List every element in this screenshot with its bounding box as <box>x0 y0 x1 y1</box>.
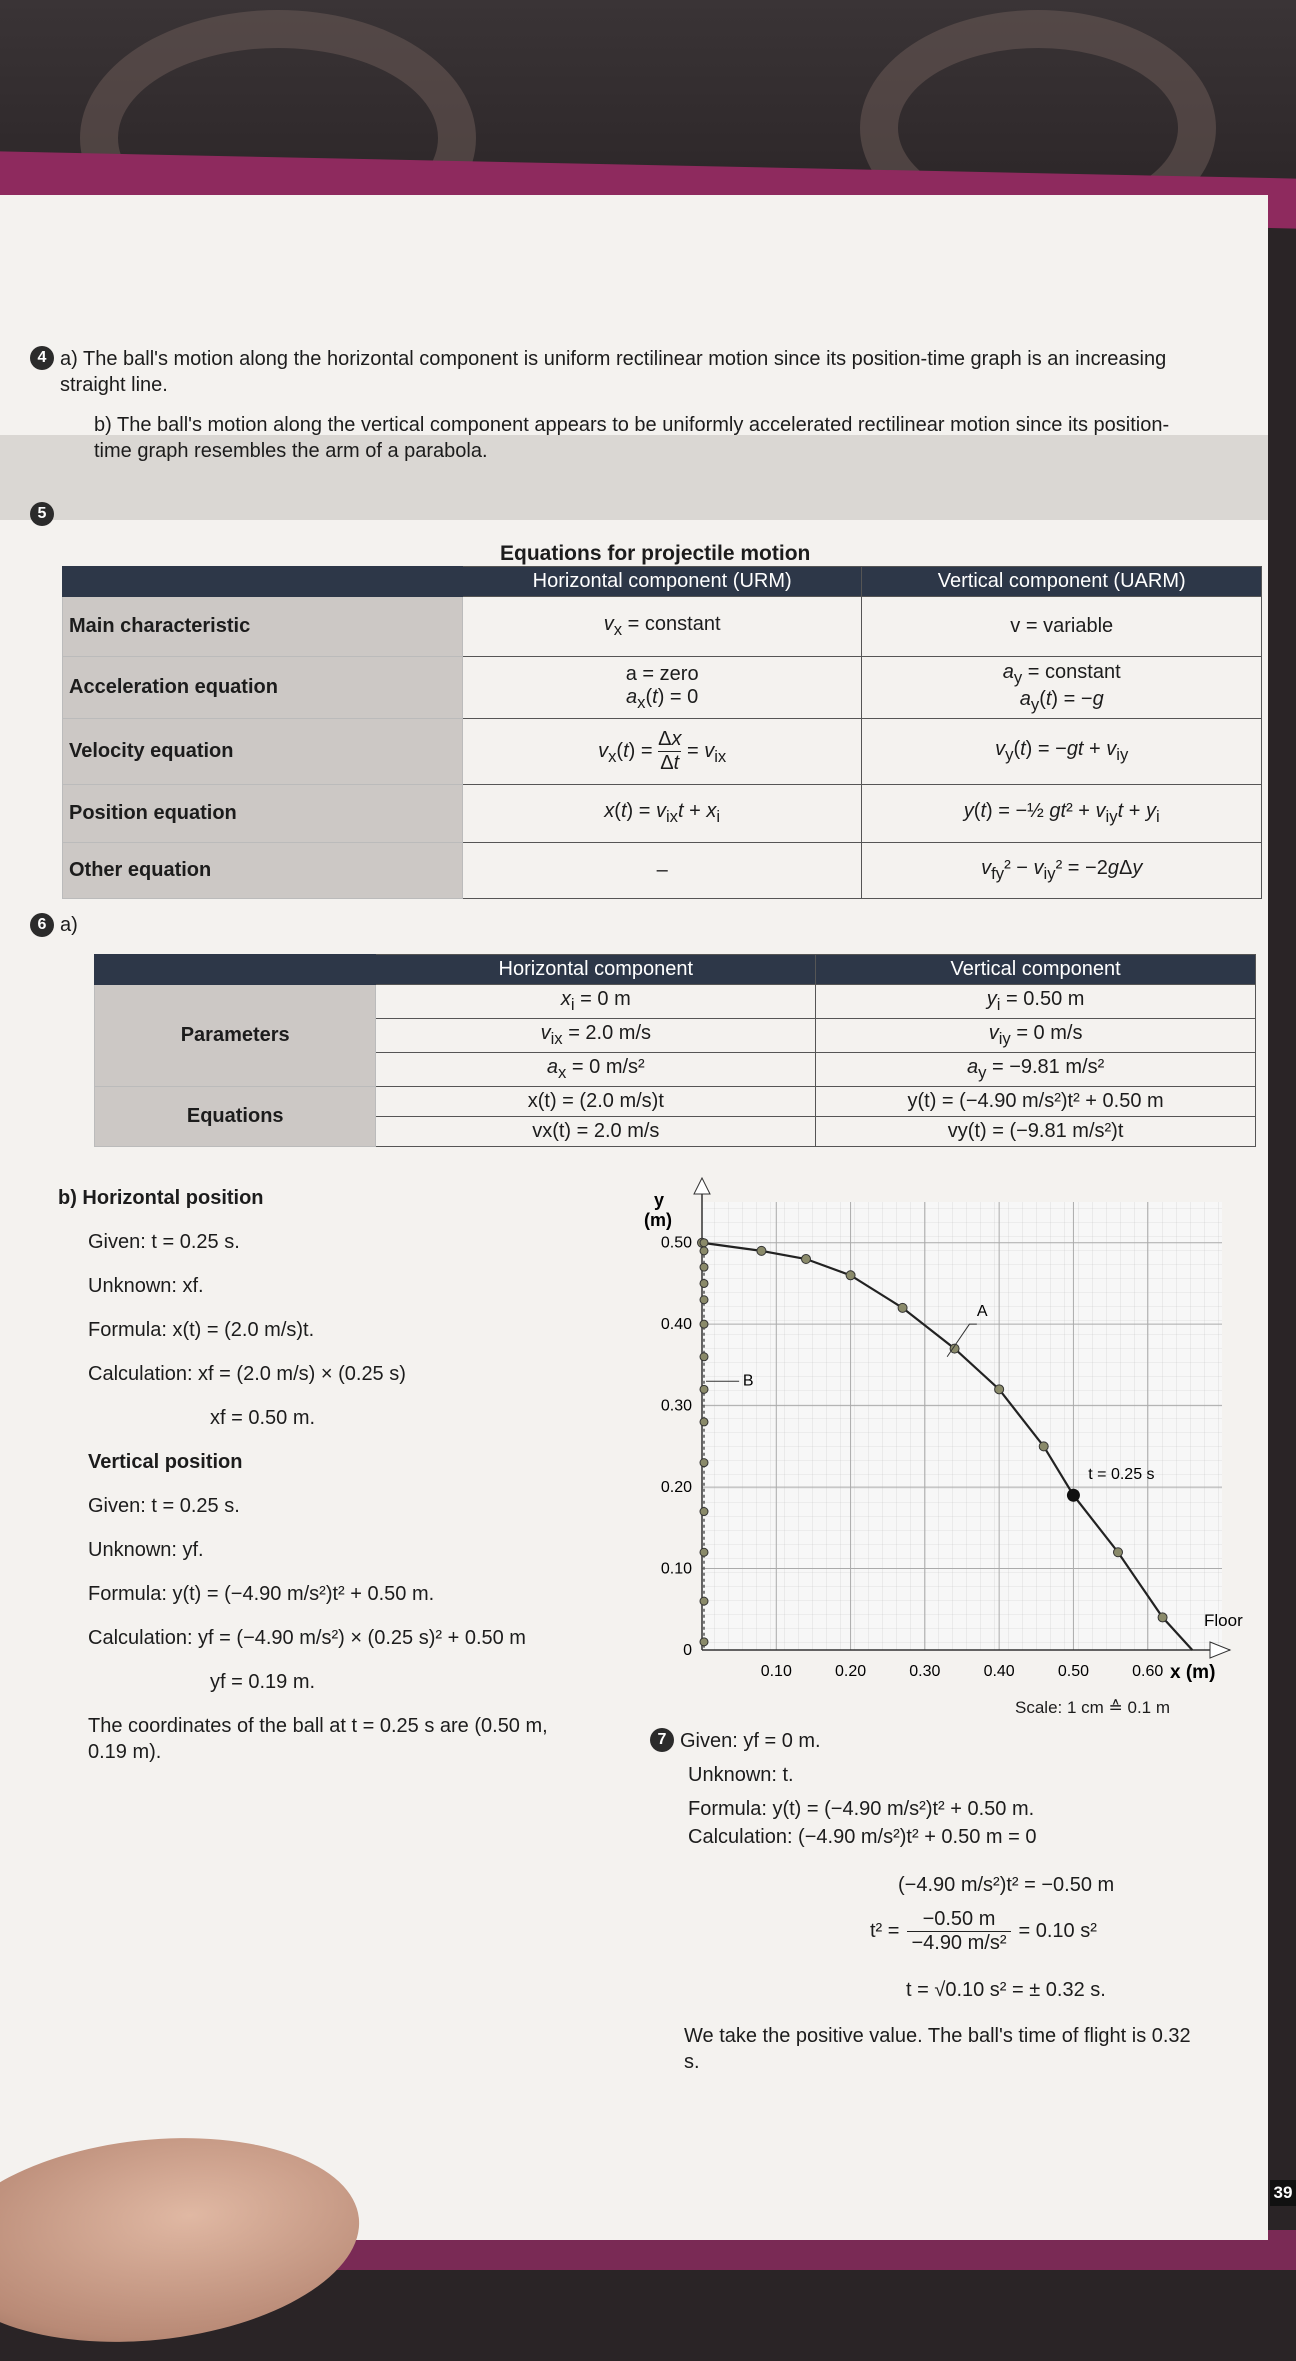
trajectory-a-point <box>802 1255 811 1264</box>
q6-label <box>30 912 78 938</box>
cell-h-accel-line1: a = zero <box>625 662 699 685</box>
q7-t2-left: t² = <box>870 1920 900 1942</box>
row-other: Other equation <box>63 843 463 899</box>
col-horizontal-urm: Horizontal component (URM) <box>462 567 862 597</box>
x-tick-label: 0.50 <box>1057 1663 1089 1680</box>
y-axis-letter: y <box>654 1190 665 1210</box>
trajectory-a-point <box>1114 1548 1123 1557</box>
question-number-5: 5 <box>30 502 54 526</box>
trajectory-b-point <box>700 1638 708 1646</box>
x-tick-label: 0.10 <box>760 1663 792 1680</box>
trajectory-b-point <box>700 1320 708 1328</box>
floor-label: Floor <box>1204 1611 1243 1630</box>
cell-v-accel: $a_y$ = constant $a_y(t) = -g$ <box>862 657 1262 719</box>
col-horizontal: Horizontal component <box>376 955 816 985</box>
question-number-4: 4 <box>30 346 54 370</box>
cell-h-vel: $v_x(t)$ = $\frac{\Delta x}{\Delta t}$ = $v_{ix}$ <box>462 719 862 785</box>
q7-denominator: −4.90 m/s² <box>911 1932 1007 1954</box>
q7-t2-right: = 0.10 s² <box>1018 1920 1097 1942</box>
trajectory-b-point <box>700 1263 708 1271</box>
q6b-result: xf = 0.50 m. <box>210 1407 316 1429</box>
v-param-viy: $v_{iy} = 0$ m/s <box>816 1019 1256 1053</box>
row-acceleration: Acceleration equation <box>63 657 463 719</box>
x-tick-label: 0.20 <box>835 1663 867 1680</box>
q7-numerator: −0.50 m <box>907 1908 1010 1932</box>
y-tick-label: 0.30 <box>660 1397 692 1415</box>
x-tick-label: 0.30 <box>909 1663 941 1680</box>
question-number-7: 7 <box>650 1728 674 1752</box>
highlight-label: t = 0.25 s <box>1088 1465 1155 1483</box>
trajectory-b-point <box>700 1247 708 1255</box>
q6b-v-unknown: Unknown: yf. <box>88 1539 204 1561</box>
trajectory-b-point <box>700 1548 708 1556</box>
trajectory-b-point <box>700 1597 708 1605</box>
q7-unknown: Unknown: t. <box>688 1764 794 1786</box>
row-position: Position equation <box>63 785 463 843</box>
graph-scale: Scale: 1 cm ≙ 0.1 m <box>1015 1698 1171 1717</box>
plot-grid <box>702 1202 1222 1650</box>
curve-label-a: A <box>976 1303 988 1321</box>
x-tick-label: 0.60 <box>1132 1663 1164 1680</box>
q7-fraction-body <box>907 1908 1010 1955</box>
trajectory-b-point <box>700 1279 708 1287</box>
trajectory-a-point <box>1158 1613 1167 1622</box>
y-axis-unit: (m) <box>644 1210 672 1230</box>
v-param-yi: $y_i = 0.50$ m <box>816 985 1256 1019</box>
x-tick-label: 0.40 <box>983 1663 1015 1680</box>
trajectory-b-point <box>700 1239 708 1247</box>
cell-h-pos: $x(t) = v_{ix}t + x_i$ <box>462 785 862 843</box>
q6b-unknown: Unknown: xf. <box>88 1275 204 1297</box>
h-eq-vx: vx(t) = 2.0 m/s <box>376 1117 816 1147</box>
q7-formula: Formula: y(t) = (−4.90 m/s²)t² + 0.50 m. <box>688 1798 1035 1820</box>
y-tick-label: 0.20 <box>660 1479 692 1497</box>
q4-answer-a: a) The ball's motion along the horizontal component is uniform rectilinear motion since its position-time graph is an increasing straight line. <box>60 348 1167 396</box>
cell-v-pos: y(t) = −½ $gt^2 + v_{iy}t + y_i$ <box>862 785 1262 843</box>
q6b-v-calculation: Calculation: yf = (−4.90 m/s²) × (0.25 s)² + 0.50 m <box>88 1627 526 1649</box>
y-tick-label: 0 <box>683 1642 692 1659</box>
blank-header <box>95 955 376 985</box>
row-parameters: Parameters <box>95 985 376 1087</box>
q6b-v-formula: Formula: y(t) = (−4.90 m/s²)t² + 0.50 m. <box>88 1583 435 1605</box>
cell-v-main: v = variable <box>862 597 1262 657</box>
q6b-coordinates: The coordinates of the ball at t = 0.25 s are (0.50 m, 0.19 m). <box>88 1715 548 1763</box>
y-axis-label <box>644 1190 672 1230</box>
q6b-given: Given: t = 0.25 s. <box>88 1231 240 1253</box>
q4-block <box>30 346 1210 464</box>
q6b-v-result: yf = 0.19 m. <box>210 1671 316 1693</box>
q5-table-title: Equations for projectile motion <box>500 542 811 565</box>
trajectory-a-point <box>995 1385 1004 1394</box>
trajectory-b-point <box>700 1418 708 1426</box>
row-equations: Equations <box>95 1087 376 1147</box>
q6b-v-given: Given: t = 0.25 s. <box>88 1495 240 1517</box>
x-axis-label: x (m) <box>1170 1662 1216 1683</box>
row-velocity: Velocity equation <box>63 719 463 785</box>
trajectory-b-point <box>700 1296 708 1304</box>
v-param-ay: $a_y = -9.81$ m/s² <box>816 1053 1256 1087</box>
cell-h-other: – <box>462 843 862 899</box>
y-tick-label: 0.10 <box>660 1560 692 1578</box>
q4-answer-b: b) The ball's motion along the vertical component appears to be uniformly accelerated rectilinear motion since its position-time graph resembles the arm of a parabola. <box>94 414 1170 462</box>
cell-h-accel: a = zero $a_x(t) = 0$ <box>462 657 862 719</box>
q6b-block <box>58 1185 618 1765</box>
trajectory-a-point <box>1039 1442 1048 1451</box>
parameters-table <box>94 954 1256 1147</box>
q7-given: Given: yf = 0 m. <box>680 1730 821 1752</box>
q6b-formula: Formula: x(t) = (2.0 m/s)t. <box>88 1319 315 1341</box>
cell-v-other: $v_{fy}^2 - v_{iy}^2 = -2g\Delta y$ <box>862 843 1262 899</box>
h-eq-x: x(t) = (2.0 m/s)t <box>376 1087 816 1117</box>
q7-sqrt-line: t = √0.10 s² = ± 0.32 s. <box>906 1979 1106 2001</box>
v-eq-y: y(t) = (−4.90 m/s²)t² + 0.50 m <box>816 1087 1256 1117</box>
q7-conclusion: We take the positive value. The ball's time of flight is 0.32 s. <box>684 2025 1191 2073</box>
col-vertical-uarm: Vertical component (UARM) <box>862 567 1262 597</box>
y-tick-label: 0.40 <box>660 1316 692 1334</box>
q7-block <box>650 1728 1210 2075</box>
trajectory-a-point <box>757 1246 766 1255</box>
q6b-calculation: Calculation: xf = (2.0 m/s) × (0.25 s) <box>88 1363 406 1385</box>
h-param-ax: $a_x = 0$ m/s² <box>376 1053 816 1087</box>
trajectory-graph <box>630 1180 1243 1700</box>
h-param-vix: $v_{ix} = 2.0$ m/s <box>376 1019 816 1053</box>
q6b-heading: b) Horizontal position <box>58 1187 264 1209</box>
curve-label-b: B <box>742 1372 754 1390</box>
highlight-point <box>1067 1489 1080 1502</box>
trajectory-b-point <box>700 1459 708 1467</box>
blank-header <box>63 567 463 597</box>
y-tick-label: 0.50 <box>660 1234 692 1252</box>
page-number: 39 <box>1270 2180 1296 2206</box>
question-number-6: 6 <box>30 913 54 937</box>
row-main-characteristic: Main characteristic <box>63 597 463 657</box>
q7-fraction <box>870 1908 1210 1955</box>
y-axis-arrow <box>694 1178 710 1194</box>
q6-part-a: a) <box>60 914 78 936</box>
trajectory-a-point <box>898 1303 907 1312</box>
v-eq-vy: vy(t) = (−9.81 m/s²)t <box>816 1117 1256 1147</box>
trajectory-a-point <box>846 1271 855 1280</box>
h-param-xi: $x_i = 0$ m <box>376 985 816 1019</box>
col-vertical: Vertical component <box>816 955 1256 985</box>
trajectory-b-point <box>700 1353 708 1361</box>
cell-v-vel: $v_y(t) = -gt + v_{iy}$ <box>862 719 1262 785</box>
trajectory-b-point <box>700 1385 708 1393</box>
q7-calculation: Calculation: (−4.90 m/s²)t² + 0.50 m = 0 <box>688 1826 1037 1848</box>
q7-step1: (−4.90 m/s²)t² = −0.50 m <box>898 1874 1115 1896</box>
projectile-equations-table <box>62 566 1262 899</box>
cell-h-main: $v_x$ = constant <box>462 597 862 657</box>
trajectory-b-point <box>700 1508 708 1516</box>
q6b-vertical-heading: Vertical position <box>88 1451 243 1473</box>
